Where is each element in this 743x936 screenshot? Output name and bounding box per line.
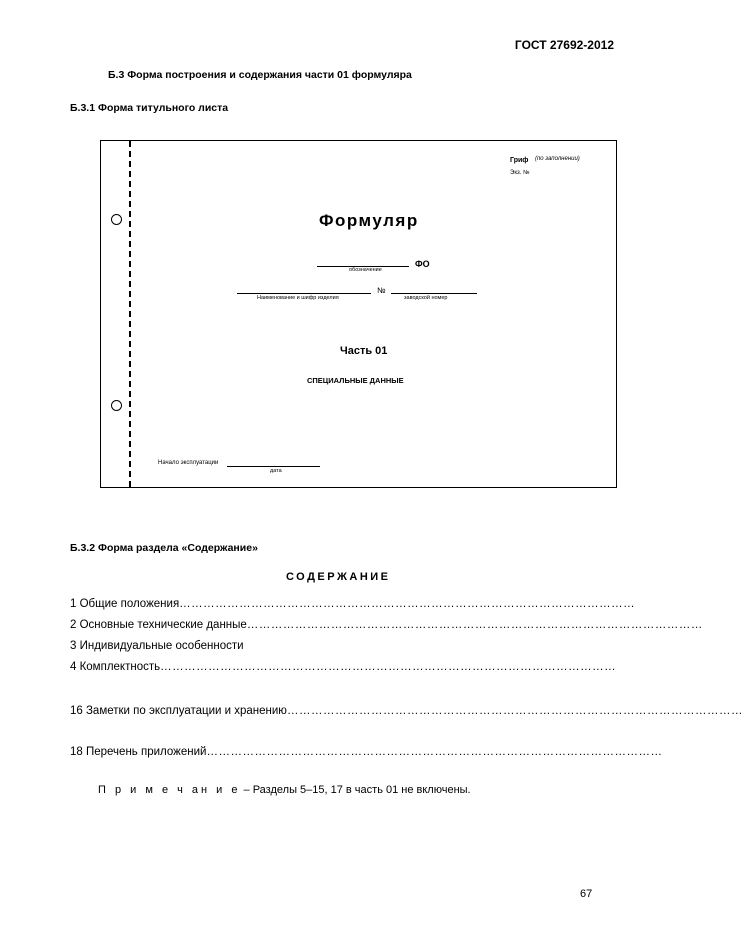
binding-line: [129, 141, 131, 487]
title-page-form: [100, 140, 617, 488]
toc-leader: ……………………………………………………………………………………………………: [206, 746, 663, 758]
toc-item-label: 1 Общие положения: [70, 598, 180, 610]
part-title: Часть 01: [340, 345, 388, 357]
date-line: [227, 466, 320, 467]
grif-label: Гриф: [510, 157, 529, 164]
toc-item-label: 18 Перечень приложений: [70, 746, 207, 758]
note-prefix: П р и м е ч ан и е: [98, 784, 241, 796]
binding-hole-icon: [111, 214, 122, 225]
section-b31-title: Б.3.1 Форма титульного листа: [70, 102, 229, 114]
toc-item-label: 3 Индивидуальные особенности: [70, 640, 244, 652]
toc-item-label: 4 Комплектность: [70, 661, 161, 673]
toc-leader: ……………………………………………………………………………………………………: [246, 619, 703, 631]
toc-item: [70, 598, 636, 610]
binding-hole-icon: [111, 400, 122, 411]
date-caption: дата: [270, 468, 282, 474]
section-b32-title: Б.3.2 Форма раздела «Содержание»: [70, 542, 258, 554]
toc-heading: СОДЕРЖАНИЕ: [286, 571, 391, 583]
toc-item: [70, 705, 743, 717]
note: [98, 784, 471, 796]
fo-suffix: ФО: [415, 259, 430, 269]
grif-note: (по заполнении): [535, 156, 580, 162]
toc-leader: ……………………………………………………………………………………………………: [179, 598, 636, 610]
number-sign: №: [377, 286, 386, 295]
section-b3-title: Б.3 Форма построения и содержания части 01 формуляра: [108, 69, 412, 81]
form-main-title: Формуляр: [319, 211, 419, 230]
start-label: Начало эксплуатации: [158, 460, 219, 466]
toc-item-label: 16 Заметки по эксплуатации и хранению: [70, 705, 287, 717]
copy-number: Экз. №: [510, 170, 530, 176]
special-data-label: СПЕЦИАЛЬНЫЕ ДАННЫЕ: [307, 376, 404, 385]
toc-item-label: 2 Основные технические данные: [70, 619, 247, 631]
serial-caption: заводской номер: [404, 295, 448, 301]
toc-item: [70, 661, 617, 673]
product-line: [237, 293, 371, 294]
standard-header: ГОСТ 27692-2012: [514, 38, 614, 52]
designation-caption: обозначение: [349, 267, 382, 273]
toc-leader: ……………………………………………………………………………………………………: [160, 661, 617, 673]
toc-item: [70, 746, 663, 758]
toc-leader: ……………………………………………………………………………………………………: [286, 705, 743, 717]
note-text: – Разделы 5–15, 17 в часть 01 не включены.: [240, 784, 471, 796]
toc-item: [70, 640, 588, 652]
product-caption: Наименование и шифр изделия: [257, 295, 339, 301]
page-number: 67: [580, 888, 593, 900]
serial-line: [391, 293, 477, 294]
toc-item: [70, 619, 703, 631]
